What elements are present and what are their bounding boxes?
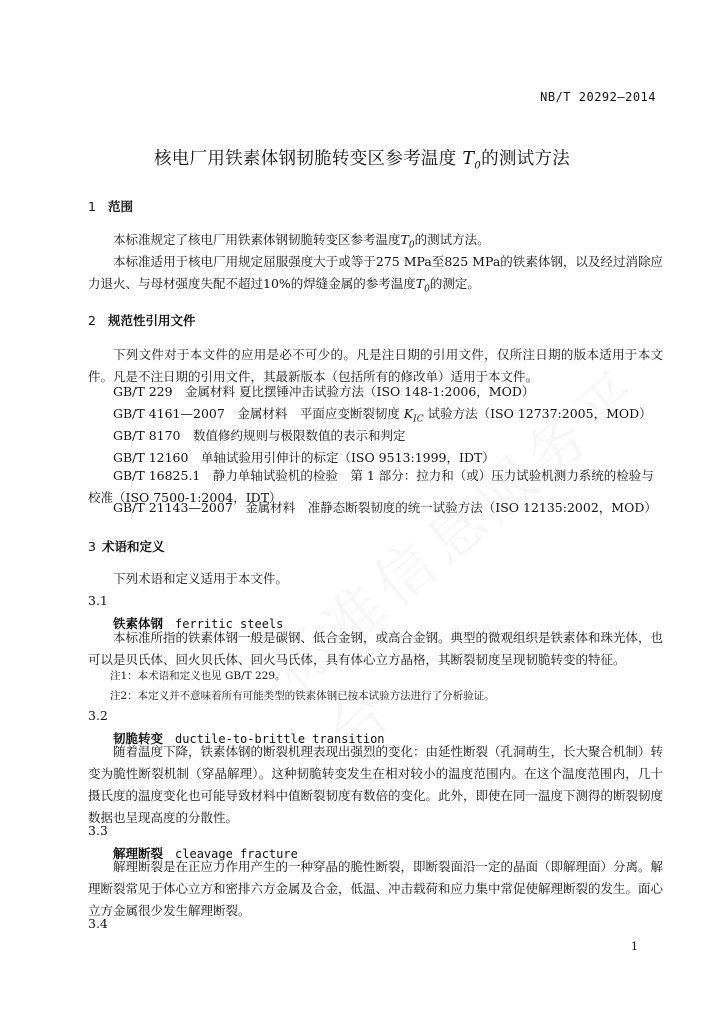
reference-item: GB/T 12160 单轴试验用引伸计的标定（ISO 9513:1999，IDT） xyxy=(113,450,495,465)
reference-item: GB/T 21143—2007 金属材料 准静态断裂韧度的统一试验方法（ISO 12135:2002，MOD） xyxy=(113,500,657,515)
term-number: 3.4 xyxy=(88,916,108,931)
term-number: 3.1 xyxy=(88,593,108,608)
term-definition: 本标准所指的铁素体钢一般是碳钢、低合金钢，或高合金钢。典型的微观组织是铁素体和珠光体，也可以是贝氏体、回火贝氏体、回火马氏体，具有体心立方晶格，其断裂韧度呈现韧脆转变的特征。 xyxy=(88,630,664,667)
term-number: 3.3 xyxy=(88,823,108,838)
page-number: 1 xyxy=(631,940,638,953)
term-note: 注1：本术语和定义也见 GB/T 229。 xyxy=(110,670,286,682)
scope-paragraph-1: 本标准规定了核电厂用铁素体钢韧脆转变区参考温度$T_0$的测试方法。 xyxy=(113,232,490,251)
term-title: 解理断裂 cleavage fracture xyxy=(113,846,298,861)
document-code: NB/T 20292—2014 xyxy=(540,90,656,104)
title-symbol: $T_0$ xyxy=(462,149,482,172)
terms-intro: 下列术语和定义适用于本文件。 xyxy=(113,571,289,586)
term-title: 铁素体钢 ferritic steels xyxy=(113,616,284,631)
normrefs-intro: 下列文件对于本文件的应用是必不可少的。凡是注日期的引用文件，仅所注日期的版本适用于本文件。凡是不注日期的引用文件，其最新版本（包括所有的修改单）适用于本文件。 xyxy=(88,347,663,384)
scope-paragraph-2: 本标准适用于核电厂用规定屈服强度大于或等于275 MPa至825 MPa的铁素体钢，以及经过消除应力退火、与母材强度失配不超过10%的焊缝金属的参考温度$T_0$的测定。 xyxy=(88,254,663,295)
section-heading-scope: 1 范围 xyxy=(88,199,134,214)
term-definition: 解理断裂是在正应力作用产生的一种穿晶的脆性断裂，即断裂面沿一定的晶面（即解理面）分离。解理断裂常见于体心立方和密排六方金属及合金，低温、冲击载荷和应力集中常促使解理断裂的发生。面心立方金属很少发生解理断裂。 xyxy=(88,859,664,918)
term-definition: 随着温度下降，铁素体钢的断裂机理表现出强烈的变化：由延性断裂（孔洞萌生，长大聚合机制）转变为脆性断裂机制（穿晶解理）。这种韧脆转变发生在相对较小的温度范围内。在这个温度范围内，几十摄氏度的温度变化也可能导致材料中值断裂韧度有数倍的变化。此外，即使在同一温度下测得的断裂韧度数据也呈现高度的分散性。 xyxy=(88,744,664,825)
reference-item: GB/T 8170 数值修约规则与极限数值的表示和判定 xyxy=(113,428,406,443)
reference-item: GB/T 4161—2007 金属材料 平面应变断裂韧度 $K_{IC}$ 试验方法（ISO 12737:2005，MOD） xyxy=(113,406,652,425)
term-number: 3.2 xyxy=(88,708,108,723)
watermark xyxy=(251,337,722,770)
document-title: 核电厂用铁素体钢韧脆转变区参考温度 $T_0$的测试方法 xyxy=(153,149,571,172)
term-title: 韧脆转变 ductile-to-brittle transition xyxy=(113,731,385,746)
reference-item: GB/T 16825.1 静力单轴试验机的检验 第 1 部分：拉力和（或）压力试验机测力系统的检验与校准（ISO 7500-1:2004，IDT） xyxy=(88,468,654,505)
section-heading-normative-references: 2 规范性引用文件 xyxy=(88,313,196,328)
reference-item: GB/T 229 金属材料 夏比摆锤冲击试验方法（ISO 148-1:2006，MOD） xyxy=(113,384,535,399)
term-note: 注2：本定义并不意味着所有可能类型的铁素体钢已按本试验方法进行了分析验证。 xyxy=(110,690,495,702)
section-heading-terms: 3 术语和定义 xyxy=(88,539,165,554)
